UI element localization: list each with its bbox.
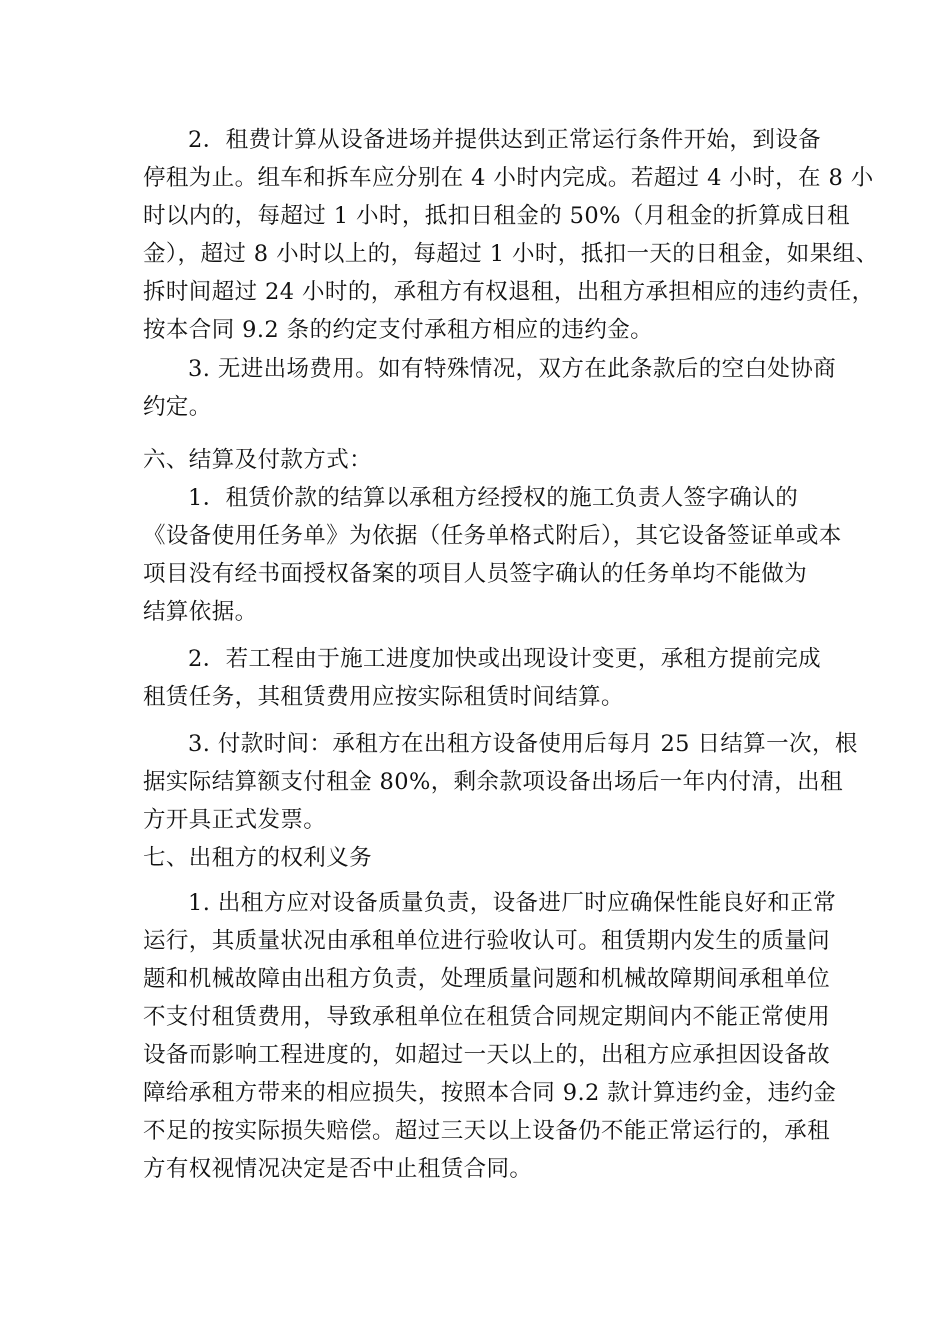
text-line: 运行，其质量状况由承租单位进行验收认可。租赁期内发生的质量问: [143, 928, 831, 954]
text-line: 1．租赁价款的结算以承租方经授权的施工负责人签字确认的: [188, 485, 799, 511]
text-line: 3. 无进出场费用。如有特殊情况，双方在此条款后的空白处协商: [188, 356, 837, 382]
text-line: 项目没有经书面授权备案的项目人员签字确认的任务单均不能做为: [143, 561, 808, 587]
text-line: 结算依据。: [143, 599, 258, 625]
text-line: 方有权视情况决定是否中止租赁合同。: [143, 1156, 533, 1182]
text-line: 1. 出租方应对设备质量负责，设备进厂时应确保性能良好和正常: [188, 890, 837, 916]
text-line: 设备而影响工程进度的，如超过一天以上的，出租方应承担因设备故: [143, 1042, 831, 1068]
text-line: 题和机械故障由出租方负责，处理质量问题和机械故障期间承租单位: [143, 966, 831, 992]
text-line: 租赁任务，其租赁费用应按实际租赁时间结算。: [143, 684, 624, 710]
text-line: 时以内的，每超过 1 小时，抵扣日租金的 50%（月租金的折算成日租: [143, 203, 850, 229]
text-line: 障给承租方带来的相应损失，按照本合同 9.2 款计算违约金，违约金: [143, 1080, 837, 1106]
text-line: 不足的按实际损失赔偿。超过三天以上设备仍不能正常运行的，承租: [143, 1118, 831, 1144]
text-line: 据实际结算额支付租金 80%，剩余款项设备出场后一年内付清，出租: [143, 769, 843, 795]
text-line: 不支付租赁费用，导致承租单位在租赁合同规定期间内不能正常使用: [143, 1004, 831, 1030]
section-heading: 六、结算及付款方式：: [143, 447, 373, 473]
text-line: 约定。: [143, 394, 212, 420]
text-line: 《设备使用任务单》为依据（任务单格式附后），其它设备签证单或本: [143, 523, 842, 549]
text-line: 2．租费计算从设备进场并提供达到正常运行条件开始，到设备: [188, 127, 822, 153]
text-line: 拆时间超过 24 小时的，承租方有权退租，出租方承担相应的违约责任，: [143, 279, 875, 305]
section-heading: 七、出租方的权利义务: [143, 845, 373, 871]
text-line: 3. 付款时间：承租方在出租方设备使用后每月 25 日结算一次，根: [188, 731, 858, 757]
text-line: 按本合同 9.2 条的约定支付承租方相应的违约金。: [143, 317, 654, 343]
text-line: 金），超过 8 小时以上的，每超过 1 小时，抵扣一天的日租金，如果组、: [143, 241, 879, 267]
text-line: 2．若工程由于施工进度加快或出现设计变更，承租方提前完成: [188, 646, 822, 672]
text-line: 方开具正式发票。: [143, 807, 327, 833]
text-line: 停租为止。组车和拆车应分别在 4 小时内完成。若超过 4 小时，在 8 小: [143, 165, 874, 191]
